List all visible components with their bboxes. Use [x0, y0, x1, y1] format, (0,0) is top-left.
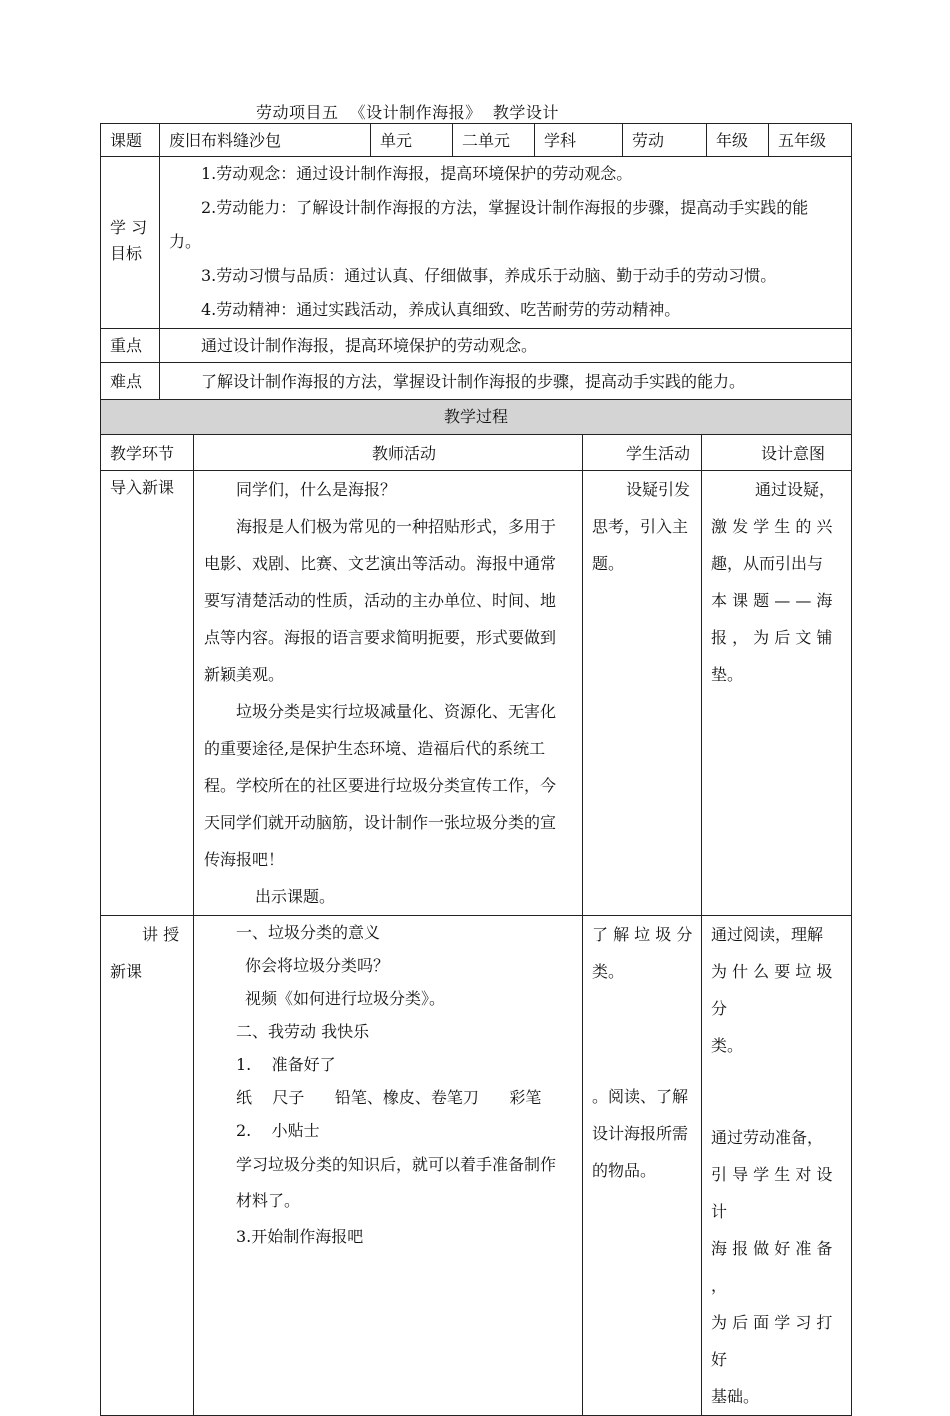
- intent-line: 趣，从而引出与: [711, 554, 824, 573]
- student-line: 了 解 垃 圾 分: [592, 925, 693, 944]
- column-header-stage: 教学环节: [101, 435, 194, 471]
- grade-label: 年级: [707, 124, 769, 157]
- teacher-line: 纸 尺子 铅笔、橡皮、卷笔刀 彩笔: [236, 1088, 542, 1107]
- subject-value: 劳动: [623, 124, 707, 157]
- course-label: 课题: [101, 124, 160, 157]
- teacher-activity-cell: [194, 471, 583, 916]
- course-value: 废旧布料缝沙包: [160, 124, 371, 157]
- intent-line: 类。: [711, 1036, 744, 1055]
- student-line: 的物品。: [592, 1161, 657, 1180]
- unit-label: 单元: [371, 124, 453, 157]
- student-activity-cell: [583, 916, 702, 1416]
- teacher-line: 要写清楚活动的性质，活动的主办单位、时间、地: [204, 591, 557, 610]
- key-label-cell: 重点: [101, 329, 160, 363]
- goal-item: 1.劳动观念：通过设计制作海报，提高环境保护的劳动观念。: [201, 164, 633, 183]
- goals-label-line: 学 习: [110, 218, 148, 237]
- stage-label: 导入新课: [110, 478, 175, 497]
- teacher-line: 二、我劳动 我快乐: [236, 1022, 370, 1041]
- teacher-line: 天同学们就开动脑筋，设计制作一张垃圾分类的宣: [204, 813, 557, 832]
- intent-line: 通过劳动准备，: [711, 1128, 824, 1147]
- goal-item: 力。: [169, 232, 202, 251]
- teacher-line: 2. 小贴士: [236, 1121, 320, 1140]
- intent-line: 为 什 么 要 垃 圾 分: [711, 962, 833, 1018]
- intent-line: 本 课 题 — — 海: [711, 591, 833, 610]
- difficulty-label-cell: 难点: [101, 363, 160, 400]
- lesson-info-table: [100, 123, 852, 400]
- stage-cell: [101, 471, 194, 916]
- goals-content-cell: [160, 157, 852, 329]
- teacher-line: 学习垃圾分类的知识后，就可以着手准备制作: [236, 1155, 557, 1174]
- column-header-teacher: 教师活动: [194, 435, 583, 471]
- teacher-line: 视频《如何进行垃圾分类》。: [245, 989, 446, 1008]
- difficulty-content-cell: 了解设计制作海报的方法，掌握设计制作海报的步骤，提高动手实践的能力。: [160, 363, 852, 400]
- student-line: 设计海报所需: [592, 1124, 689, 1143]
- column-header-student: 学生活动: [583, 435, 702, 471]
- teacher-line: 同学们，什么是海报？: [236, 480, 397, 499]
- intent-line: 垫。: [711, 665, 744, 684]
- intent-line: 通过阅读，理解: [711, 925, 824, 944]
- teacher-line: 点等内容。海报的语言要求简明扼要，形式要做到: [204, 628, 557, 647]
- intent-cell: [702, 916, 852, 1416]
- student-line: 类。: [592, 962, 625, 981]
- teacher-line: 程。学校所在的社区要进行垃圾分类宣传工作，今: [204, 776, 557, 795]
- column-header-intent: 设计意图: [702, 435, 852, 471]
- goals-label-cell: [101, 157, 160, 329]
- student-line: 题。: [592, 554, 625, 573]
- intent-line: 通过设疑，: [755, 480, 836, 499]
- teacher-line: 1. 准备好了: [236, 1055, 336, 1074]
- intent-line: 激 发 学 生 的 兴: [711, 517, 833, 536]
- stage-cell: [101, 916, 194, 1416]
- teacher-activity-cell: [194, 916, 583, 1416]
- intent-line: 引 导 学 生 对 设 计: [711, 1165, 833, 1221]
- teacher-line: 电影、戏剧、比赛、文艺演出等活动。海报中通常: [204, 554, 557, 573]
- teacher-line: 出示课题。: [255, 887, 336, 906]
- teacher-line: 3.开始制作海报吧: [236, 1227, 364, 1246]
- process-header: 教学过程: [101, 400, 852, 435]
- teacher-line: 新颖美观。: [204, 665, 285, 684]
- teacher-line: 垃圾分类是实行垃圾减量化、资源化、无害化: [236, 702, 557, 721]
- teacher-line: 传海报吧！: [204, 850, 285, 869]
- goal-item: 2.劳动能力：了解设计制作海报的方法，掌握设计制作海报的步骤，提高动手实践的能: [201, 198, 809, 217]
- student-line: 。阅读、了解: [592, 1087, 689, 1106]
- student-line: 思考，引入主: [592, 517, 689, 536]
- stage-label: 新课: [110, 962, 143, 981]
- intent-cell: [702, 471, 852, 916]
- teacher-line: 的重要途径,是保护生态环境、造福后代的系统工: [204, 739, 546, 758]
- student-activity-cell: [583, 471, 702, 916]
- grade-value: 五年级: [769, 124, 852, 157]
- key-content-cell: 通过设计制作海报，提高环境保护的劳动观念。: [160, 329, 852, 363]
- stage-label: 讲 授: [142, 925, 180, 944]
- student-line: 设疑引发: [626, 480, 691, 499]
- intent-line: 报 ， 为 后 文 铺: [711, 628, 833, 647]
- intent-line: 海 报 做 好 准 备 ，: [711, 1239, 833, 1295]
- goals-label-line: 目标: [110, 244, 143, 263]
- goal-item: 3.劳动习惯与品质：通过认真、仔细做事，养成乐于动脑、勤于动手的劳动习惯。: [201, 266, 777, 285]
- goal-item: 4.劳动精神：通过实践活动，养成认真细致、吃苦耐劳的劳动精神。: [201, 300, 681, 319]
- teacher-line: 你会将垃圾分类吗？: [245, 956, 390, 975]
- teaching-process-table: [100, 399, 852, 1416]
- document-title: 劳动项目五 《设计制作海报》 教学设计: [256, 103, 559, 122]
- teacher-line: 材料了。: [236, 1191, 301, 1210]
- intent-line: 为 后 面 学 习 打 好: [711, 1313, 833, 1369]
- intent-line: 基础。: [711, 1387, 760, 1406]
- unit-value: 二单元: [453, 124, 535, 157]
- subject-label: 学科: [535, 124, 623, 157]
- teacher-line: 海报是人们极为常见的一种招贴形式，多用于: [236, 517, 557, 536]
- teacher-line: 一、垃圾分类的意义: [236, 923, 381, 942]
